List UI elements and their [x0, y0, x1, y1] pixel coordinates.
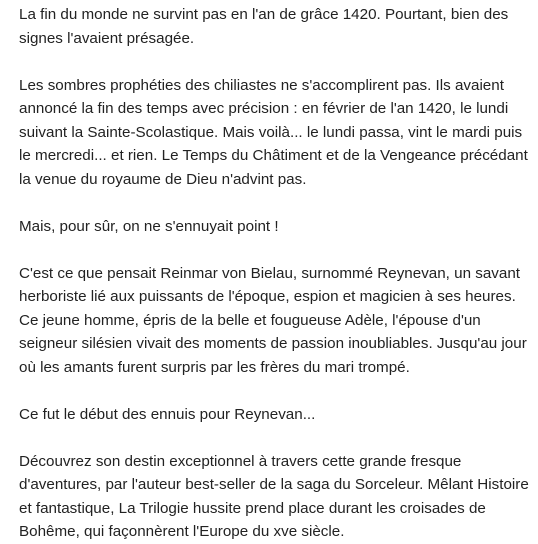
- paragraph-not-bored: Mais, pour sûr, on ne s'ennuyait point !: [19, 217, 279, 235]
- book-description: [19, 3, 535, 544]
- paragraph-intro: La fin du monde ne survint pas en l'an de grâce 1420. Pourtant, bien des signes l'avaient présagée.: [19, 6, 509, 47]
- paragraph-discover: Découvrez son destin exceptionnel à travers cette grande fresque d'aventures, par l'auteur best-seller de la saga du Sorceleur. Mêlant Histoire et fantastique, La Trilogie hussite prend place durant les croisades de Bohême, qui façonnèrent l'Europe du xve siècle.: [19, 452, 529, 540]
- paragraph-prophecies: Les sombres prophéties des chiliastes ne s'accomplirent pas. Ils avaient annoncé la fin des temps avec précision : en février de l'an 1420, le lundi suivant la Sainte-Scolastique. Mais voilà... le lundi passa, vint le mardi puis le mercredi... et rien. Le Temps du Châtiment et de la Vengeance précédant la venue du royaume de Dieu n'advint pas.: [19, 76, 528, 188]
- paragraph-reynevan: C'est ce que pensait Reinmar von Bielau, surnommé Reynevan, un savant herboriste lié aux puissants de l'époque, espion et magicien à ses heures. Ce jeune homme, épris de la belle et fougueuse Adèle, l'épouse d'un seigneur silésien vivait des moments de passion inoubliables. Jusqu'au jour où les amants furent surpris par les frères du mari trompé.: [19, 264, 527, 376]
- paragraph-troubles: Ce fut le début des ennuis pour Reynevan...: [19, 405, 316, 423]
